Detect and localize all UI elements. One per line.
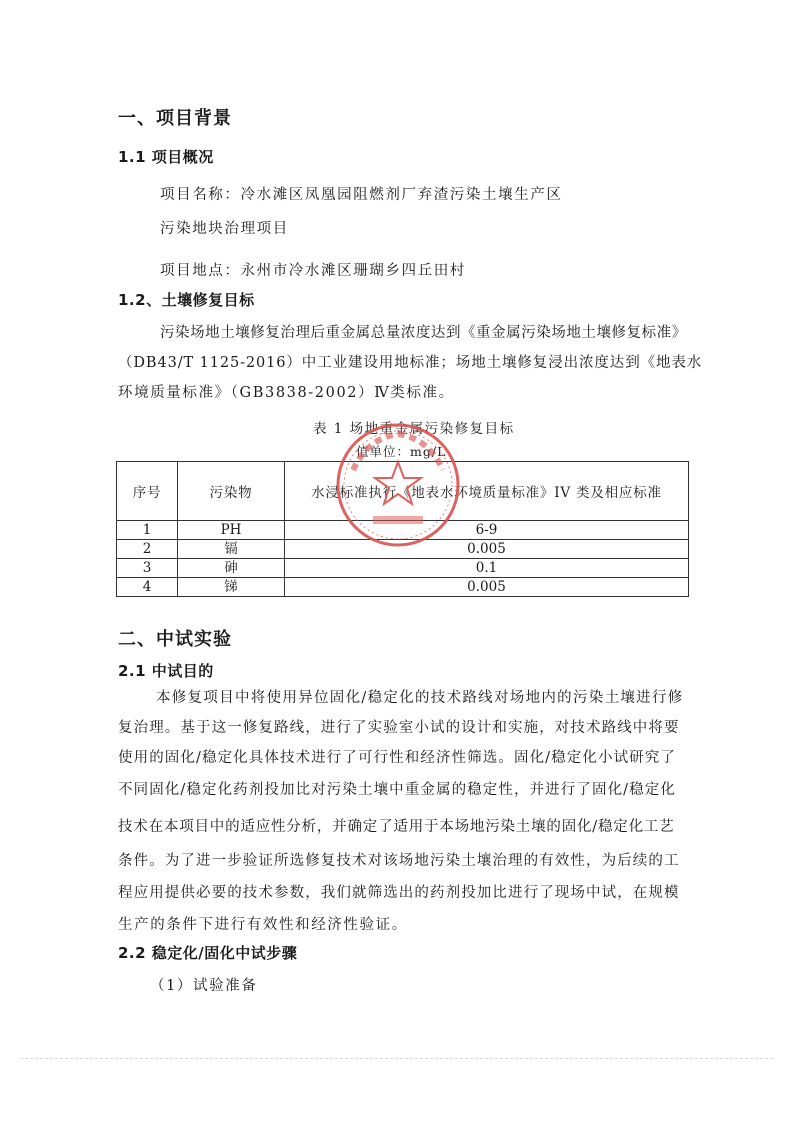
purpose-line-5: 技术在本项目中的适应性分析，并确定了适用于本场地污染土壤的固化/稳定化工艺 xyxy=(118,819,675,835)
project-name-line-1: 项目名称：冷水滩区凤凰园阻燃剂厂弃渣污染土壤生产区 xyxy=(160,187,563,203)
cell-pollutant: 砷 xyxy=(178,559,285,578)
section-1-2-title: 1.2、土壤修复目标 xyxy=(118,291,255,309)
table-row xyxy=(117,559,689,578)
cell-index: 4 xyxy=(117,578,178,597)
cell-value: 0.005 xyxy=(285,578,689,597)
cell-value: 0.005 xyxy=(285,540,689,559)
project-name-line-2: 污染地块治理项目 xyxy=(160,221,289,237)
target-line-2: （DB43/T 1125-2016）中工业建设用地标准；场地土壤修复浸出浓度达到《地表水 xyxy=(118,355,703,371)
header-index: 序号 xyxy=(117,462,178,521)
cell-index: 2 xyxy=(117,540,178,559)
cell-index: 1 xyxy=(117,521,178,540)
cell-pollutant: 镉 xyxy=(178,540,285,559)
company-seal-stamp-icon xyxy=(333,420,463,550)
cell-value: 0.1 xyxy=(285,559,689,578)
project-location: 项目地点：永州市冷水滩区珊瑚乡四丘田村 xyxy=(160,263,466,279)
section-2-title: 二、中试实验 xyxy=(118,629,232,650)
purpose-line-4: 不同固化/稳定化药剂投加比对污染土壤中重金属的稳定性，并进行了固化/稳定化 xyxy=(118,782,676,798)
purpose-line-6: 条件。为了进一步验证所选修复技术对该场地污染土壤治理的有效性，为后续的工 xyxy=(118,853,680,869)
table-row xyxy=(117,578,689,597)
purpose-line-1: 本修复项目中将使用异位固化/稳定化的技术路线对场地内的污染土壤进行修 xyxy=(156,690,684,706)
section-2-1-title: 2.1 中试目的 xyxy=(118,662,214,680)
cell-pollutant: 锑 xyxy=(178,578,285,597)
cell-value: 6-9 xyxy=(285,521,689,540)
purpose-line-2: 复治理。基于这一修复路线，进行了实验室小试的设计和实施，对技术路线中将要 xyxy=(118,720,680,736)
target-line-3: 环境质量标准》（GB3838-2002）Ⅳ类标准。 xyxy=(118,385,455,401)
table-unit: 值单位：mg/L xyxy=(356,444,447,459)
page-footer-divider xyxy=(20,1058,773,1059)
section-1-title: 一、项目背景 xyxy=(118,108,232,129)
header-pollutant: 污染物 xyxy=(178,462,285,521)
cell-index: 3 xyxy=(117,559,178,578)
purpose-line-3: 使用的固化/稳定化具体技术进行了可行性和经济性筛选。固化/稳定化小试研究了 xyxy=(118,750,676,766)
table-caption: 表 1 场地重金属污染修复目标 xyxy=(313,421,515,437)
cell-pollutant: PH xyxy=(178,521,285,540)
section-1-1-title: 1.1 项目概况 xyxy=(118,148,214,166)
step-1-label: （1）试验准备 xyxy=(150,978,258,994)
section-2-2-title: 2.2 稳定化/固化中试步骤 xyxy=(118,944,298,962)
purpose-line-8: 生产的条件下进行有效性和经济性验证。 xyxy=(118,917,408,933)
purpose-line-7: 程应用提供必要的技术参数，我们就筛选出的药剂投加比进行了现场中试，在规模 xyxy=(118,885,680,901)
target-line-1: 污染场地土壤修复治理后重金属总量浓度达到《重金属污染场地土壤修复标准》 xyxy=(160,325,687,341)
header-standard: 水浸标准执行《地表水环境质量标准》IV 类及相应标准 xyxy=(285,462,689,521)
